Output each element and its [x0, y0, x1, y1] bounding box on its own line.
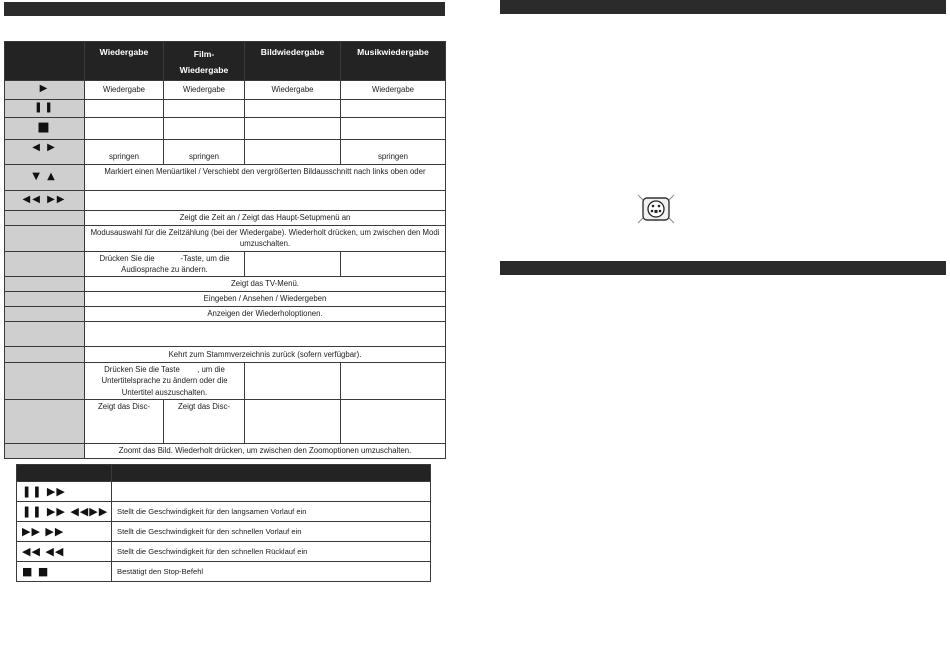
table-cell: Wiedergabe [341, 80, 446, 99]
speed-table [16, 464, 431, 582]
speed-row [17, 502, 431, 522]
table-cell [341, 251, 446, 277]
table-cell: Drücken Sie die -Taste, um die Audiosprache zu ändern. [85, 251, 245, 277]
disc-key [5, 399, 85, 443]
table-cell [85, 117, 164, 139]
table-cell [341, 99, 446, 117]
mode-key [5, 225, 85, 251]
table-cell [85, 190, 446, 210]
zoom-key [5, 443, 85, 458]
table-row-enter [5, 292, 446, 307]
table-cell: Markiert einen Menüartikel / Verschiebt den vergrößerten Bildausschnitt nach links oben oder [85, 164, 446, 190]
table-row-nav [5, 164, 446, 190]
speed-table-header [17, 465, 431, 482]
audio-key [5, 251, 85, 277]
speed-row-text [112, 482, 431, 502]
table-cell [85, 99, 164, 117]
table-cell [245, 251, 341, 277]
right-header-bar [500, 0, 946, 14]
table-row-audio [5, 251, 446, 277]
left-header-bar [4, 2, 445, 16]
repeat-key [5, 307, 85, 322]
enter-key [5, 292, 85, 307]
stop-key [5, 117, 85, 139]
speed-row-text: Stellt die Geschwindigkeit für den langsamen Vorlauf ein [112, 502, 431, 522]
table-cell: Zeigt das Disc- [85, 399, 164, 443]
speed-row [17, 482, 431, 502]
play-key [5, 80, 85, 99]
scart-connector-icon [637, 194, 675, 224]
pause-icon: ❚❚ [34, 101, 55, 113]
stop-icon: ■ [37, 119, 52, 135]
rewind-forward-icon: ◀◀ ▶▶ [22, 193, 67, 205]
speed-header-text [112, 465, 431, 482]
skip-arrows-icon: ◀ ▶ [32, 141, 57, 153]
up-down-arrows-icon: ▼ ▲ [32, 170, 57, 182]
header-bildwiedergabe: Bildwiedergabe [245, 42, 341, 81]
table-cell: Zeigt das TV-Menü. [85, 277, 446, 292]
fast-key [5, 190, 85, 210]
table-cell: Wiedergabe [85, 80, 164, 99]
table-cell [341, 117, 446, 139]
play-icon: ▶ [39, 83, 50, 95]
table-row-subtitle [5, 363, 446, 400]
table-cell: Zoomt das Bild. Wiederholt drücken, um zwischen den Zoomoptionen umzuschalten. [85, 443, 446, 458]
table-cell [245, 117, 341, 139]
nav-key [5, 164, 85, 190]
tvmenu-key [5, 277, 85, 292]
table-cell: Eingeben / Ansehen / Wiedergeben [85, 292, 446, 307]
remote-function-table [4, 41, 446, 459]
speed-row-text: Stellt die Geschwindigkeit für den schnellen Rücklauf ein [112, 542, 431, 562]
table-row-zoom [5, 443, 446, 458]
table-cell: Anzeigen der Wiederholoptionen. [85, 307, 446, 322]
table-cell: Modusauswahl für die Zeitzählung (bei der Wiedergabe). Wiederholt drücken, um zwischen den Modi umzuschalten. [85, 225, 446, 251]
pause-forward-icon: ❚❚ ▶▶ [17, 482, 112, 502]
table-cell [341, 363, 446, 400]
table-cell [245, 363, 341, 400]
table-row-skip [5, 139, 446, 164]
table-cell [85, 322, 446, 347]
subtitle-key [5, 363, 85, 400]
table-header-row [5, 42, 446, 81]
table-row-back [5, 347, 446, 363]
table-cell: Wiedergabe [164, 80, 245, 99]
table-row-play [5, 80, 446, 99]
fast-rewind-icon: ◀◀ ◀◀ [17, 542, 112, 562]
stop-icon: ■ ■ [17, 562, 112, 582]
table-cell [164, 99, 245, 117]
pause-key [5, 99, 85, 117]
speed-row [17, 562, 431, 582]
table-cell: springen [85, 139, 164, 164]
table-cell: Drücken Sie die Taste , um die Untertitelsprache zu ändern oder die Untertitel auszuschalten. [85, 363, 245, 400]
table-cell [164, 117, 245, 139]
back-key [5, 347, 85, 363]
speed-row [17, 522, 431, 542]
table-row-tvmenu [5, 277, 446, 292]
right-section-bar [500, 261, 946, 275]
table-cell: Zeigt das Disc- [164, 399, 245, 443]
table-row-blank [5, 322, 446, 347]
table-row-stop [5, 117, 446, 139]
table-cell [245, 99, 341, 117]
skip-key [5, 139, 85, 164]
table-cell [341, 399, 446, 443]
speed-row [17, 542, 431, 562]
table-cell: Kehrt zum Stammverzeichnis zurück (sofern verfügbar). [85, 347, 446, 363]
table-cell: Zeigt die Zeit an / Zeigt das Haupt-Setupmenü an [85, 210, 446, 225]
table-row-fast [5, 190, 446, 210]
table-cell: Wiedergabe [245, 80, 341, 99]
table-cell [245, 399, 341, 443]
header-musikwiedergabe: Musikwiedergabe [341, 42, 446, 81]
table-row-repeat [5, 307, 446, 322]
table-row-disc [5, 399, 446, 443]
header-key-cell [5, 42, 85, 81]
table-row-mode [5, 225, 446, 251]
header-film-wiedergabe: Film- Wiedergabe [164, 42, 245, 81]
table-row-time [5, 210, 446, 225]
slow-forward-icon: ❚❚ ▶▶ ◀◀▶▶ [17, 502, 112, 522]
time-key [5, 210, 85, 225]
table-cell: springen [164, 139, 245, 164]
table-cell: springen [341, 139, 446, 164]
table-row-pause [5, 99, 446, 117]
speed-header-symbol [17, 465, 112, 482]
header-wiedergabe: Wiedergabe [85, 42, 164, 81]
speed-row-text: Bestätigt den Stop-Befehl [112, 562, 431, 582]
speed-row-text: Stellt die Geschwindigkeit für den schnellen Vorlauf ein [112, 522, 431, 542]
fast-forward-icon: ▶▶ ▶▶ [17, 522, 112, 542]
table-cell [245, 139, 341, 164]
blank-key [5, 322, 85, 347]
